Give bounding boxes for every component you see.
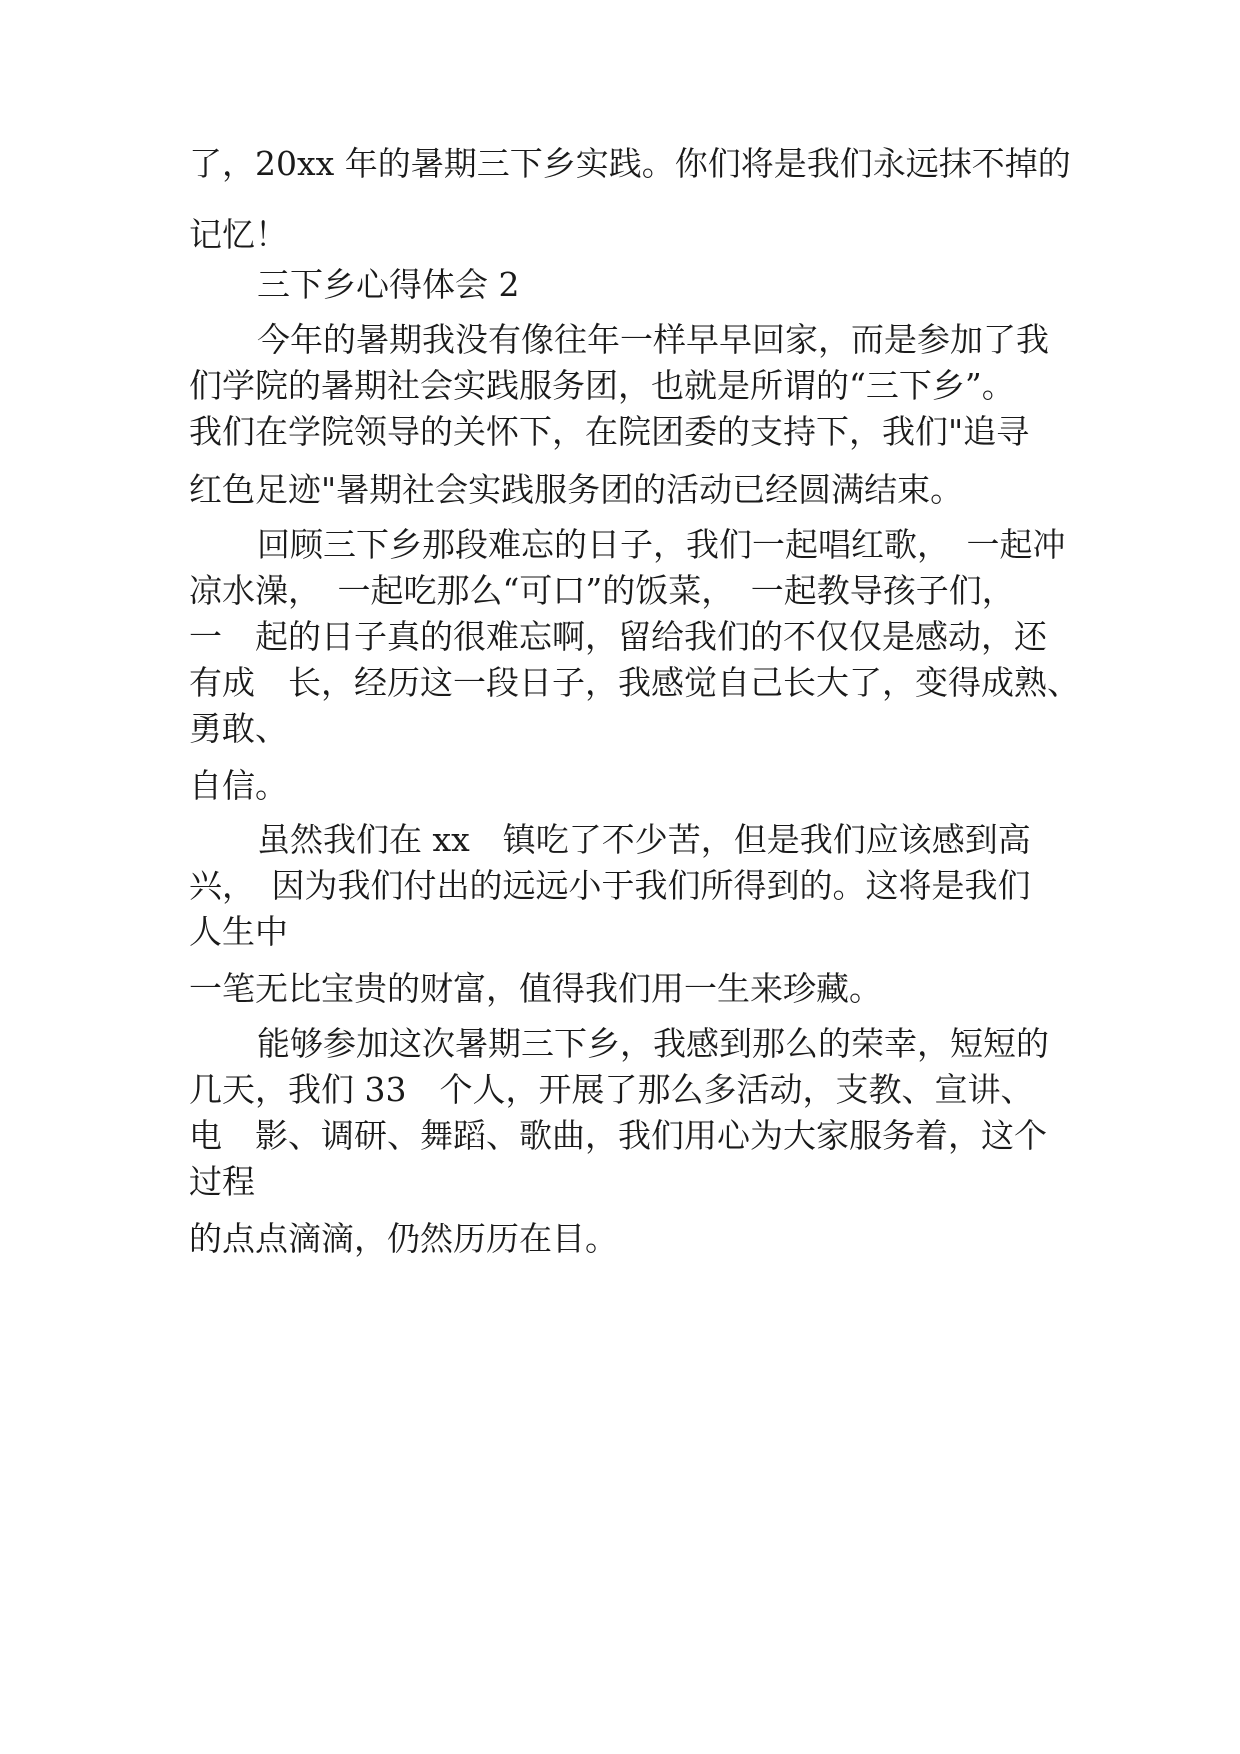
text-line: 的点点滴滴，仍然历历在目。	[189, 1219, 618, 1258]
text-line: 几天，我们 33 个人，开展了那么多活动，支教、宣讲、	[189, 1070, 1034, 1109]
text-line: 一笔无比宝贵的财富，值得我们用一生来珍藏。	[189, 969, 882, 1008]
text-line: 记忆！	[189, 215, 288, 254]
text-line: 我们在学院领导的关怀下，在院团委的支持下，我们"追寻	[189, 412, 1030, 451]
text-line: 能够参加这次暑期三下乡，我感到那么的荣幸，短短的	[257, 1024, 1049, 1063]
text-line: 凉水澡， 一起吃那么“可口”的饭菜， 一起教导孩子们，	[189, 571, 1015, 610]
section-heading: 三下乡心得体会 2	[257, 265, 520, 304]
text-line: 人生中	[189, 912, 288, 951]
text-line: 勇敢、	[189, 709, 288, 748]
text-line: 们学院的暑期社会实践服务团，也就是所谓的“三下乡”。	[189, 366, 1015, 405]
text-line: 兴， 因为我们付出的远远小于我们所得到的。这将是我们	[189, 866, 1031, 905]
text-line: 回顾三下乡那段难忘的日子，我们一起唱红歌， 一起冲	[257, 525, 1066, 564]
text-line: 过程	[189, 1162, 255, 1201]
text-line: 红色足迹"暑期社会实践服务团的活动已经圆满结束。	[189, 470, 964, 509]
text-line: 一 起的日子真的很难忘啊，留给我们的不仅仅是感动，还	[189, 617, 1047, 656]
text-line: 虽然我们在 xx 镇吃了不少苦，但是我们应该感到高	[257, 820, 1031, 859]
text-line: 今年的暑期我没有像往年一样早早回家，而是参加了我	[257, 320, 1049, 359]
text-line: 有成 长，经历这一段日子，我感觉自己长大了，变得成熟、	[189, 663, 1080, 702]
text-line: 自信。	[189, 766, 288, 805]
text-line: 了，20xx 年的暑期三下乡实践。你们将是我们永远抹不掉的	[189, 144, 1071, 183]
text-line: 电 影、调研、舞蹈、歌曲，我们用心为大家服务着，这个	[189, 1116, 1047, 1155]
